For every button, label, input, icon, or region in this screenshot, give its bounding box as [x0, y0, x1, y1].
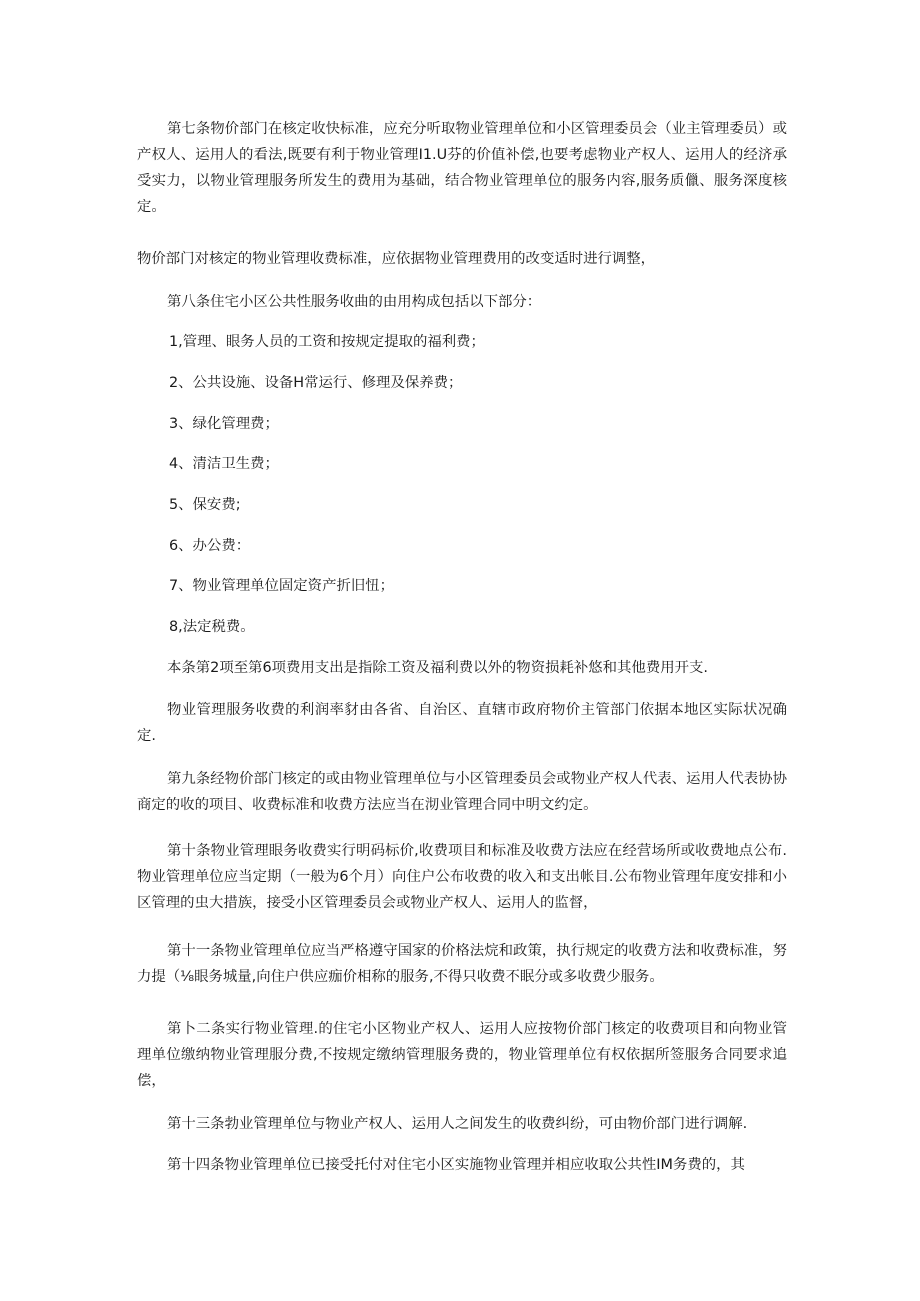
paragraph-cost-note: 本条第2项至第6项费用支出是指除工资及福利费以外的物资损耗补悠和其他费用开支.	[167, 660, 708, 676]
paragraph-article-12: 第卜二条实行物业管理.的住宅小区物业产权人、运用人应按物价部门核定的收费项目和向物业管理单位缴纳物业管理服分费,不按规定缴纳管理服务费的，物业管理单位有权依据所签服务合同要求追偿，	[137, 1021, 787, 1089]
paragraph-article-14: 第十四条物业管理单位已接受托付对住宅小区实施物业管理并相应收取公共性IM务费的，其	[167, 1157, 745, 1173]
paragraph-article-11: 第十一条物业管理单位应当严格遵守国家的价格法烷和政策，执行规定的收费方法和收费标准，努力提（⅛眼务城量,向住户供应痂价相称的服务,不得只收费不眠分或多收费少服务。	[137, 943, 787, 985]
paragraph-article-13: 第十三条勃业管理单位与物业产权人、运用人之间发生的收费纠纷，可由物价部门进行调解.	[167, 1116, 748, 1132]
paragraph-price-adjustment: 物价部门对核定的物业管理收费标准，应依据物业管理费用的改变适时进行调整，	[137, 251, 656, 267]
list-item-2: 2、公共设施、设备H常运行、修理及保养费；	[169, 375, 463, 391]
list-item-1: 1,管理、眼务人员的工资和按规定提取的福利费；	[169, 334, 485, 350]
paragraph-article-10: 第十条物业管理眼务收费实行明码标价,收费项目和标准及收费方法应在经营场所或收费地点公布.物业管理单位应当定期（一般为6个月）向住户公布收费的收入和支出帐目.公布物业管理年度安排和小区管理的虫大措族，接受小区管理委员会或物业产权人、运用人的监督，	[137, 843, 787, 911]
list-item-8: 8,法定税费。	[169, 619, 255, 635]
paragraph-article-9: 第九条经物价部门核定的或由物业管理单位与小区管理委员会或物业产权人代表、运用人代表协协商定的收的项目、收费标准和收费方法应当在沏业管理合同中明文约定。	[137, 771, 787, 813]
paragraph-article-8: 第八条住宅小区公共性服务收曲的由用构成包括以下部分：	[167, 294, 542, 310]
list-item-4: 4、清洁卫生费；	[169, 456, 279, 472]
list-item-6: 6、办公费：	[169, 538, 251, 554]
paragraph-article-7: 第七条物价部门在核定收快标准，应充分听取物业管理单位和小区管理委员会（业主管理委员）或产权人、运用人的看法,既要有利于物业管理I1.U芬的价值补偿,也要考虑物业产权人、运用人的经济承受实力，以物业管理服务所发生的费用为基础，结合物业管理单位的服务内容,服务质儠、服务深度核定。	[137, 121, 787, 215]
list-item-7: 7、物业管理单位固定资产折旧忸；	[169, 578, 395, 594]
paragraph-profit-rate: 物业管理服务收费的利润率豺由各省、自治区、直辖市政府物价主管部门依据本地区实际状况确定.	[137, 702, 787, 744]
list-item-3: 3、绿化管理费；	[169, 416, 279, 432]
list-item-5: 5、保安费;	[169, 497, 241, 513]
